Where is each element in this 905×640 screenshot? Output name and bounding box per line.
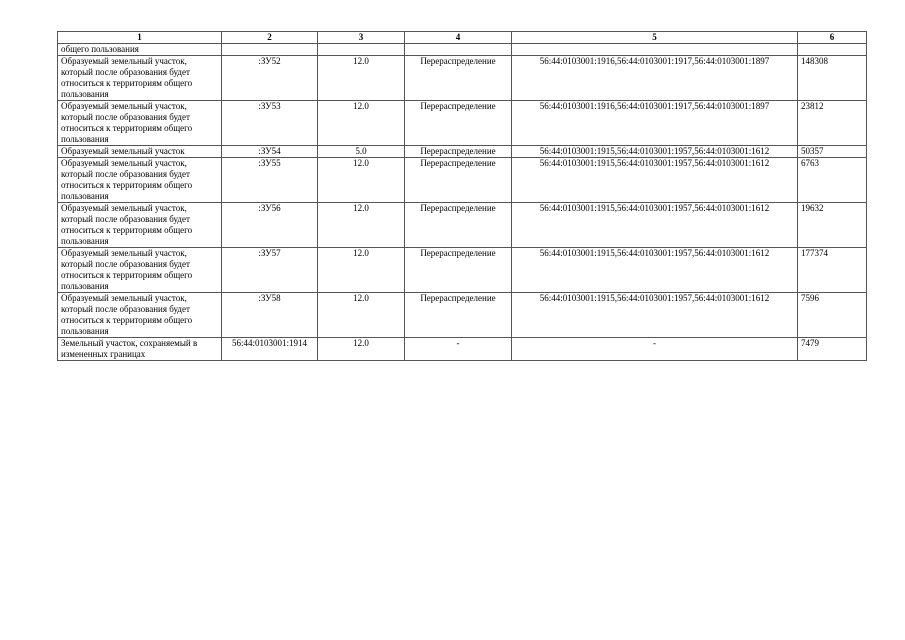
plot-code: 12.0 bbox=[318, 293, 405, 338]
plot-area: 50357 bbox=[798, 146, 867, 158]
column-header: 6 bbox=[798, 32, 867, 44]
plot-code: 5.0 bbox=[318, 146, 405, 158]
formation-method: - bbox=[405, 338, 512, 361]
table-row bbox=[58, 146, 867, 158]
formation-method: Перераспределение bbox=[405, 203, 512, 248]
plot-designation: :ЗУ52 bbox=[222, 56, 318, 101]
formation-method: Перераспределение bbox=[405, 293, 512, 338]
plot-code: 12.0 bbox=[318, 158, 405, 203]
plot-code: 12.0 bbox=[318, 338, 405, 361]
continuation-row bbox=[58, 44, 867, 56]
plot-description: Образуемый земельный участок, который после образования будет относиться к территориям общего пользования bbox=[58, 158, 222, 203]
plot-description: Образуемый земельный участок, который после образования будет относиться к территориям общего пользования bbox=[58, 56, 222, 101]
plot-code: 12.0 bbox=[318, 203, 405, 248]
source-cadastral-numbers: - bbox=[512, 338, 798, 361]
plot-description: Образуемый земельный участок bbox=[58, 146, 222, 158]
table-row bbox=[58, 158, 867, 203]
plot-description: Образуемый земельный участок, который после образования будет относиться к территориям общего пользования bbox=[58, 203, 222, 248]
plot-description: Образуемый земельный участок, который после образования будет относиться к территориям общего пользования bbox=[58, 248, 222, 293]
plot-description: Образуемый земельный участок, который после образования будет относиться к территориям общего пользования bbox=[58, 101, 222, 146]
plot-description: Образуемый земельный участок, который после образования будет относиться к территориям общего пользования bbox=[58, 293, 222, 338]
table-row bbox=[58, 293, 867, 338]
continuation-text: общего пользования bbox=[58, 44, 222, 56]
formation-method: Перераспределение bbox=[405, 158, 512, 203]
plot-code: 12.0 bbox=[318, 56, 405, 101]
plot-area: 7479 bbox=[798, 338, 867, 361]
plot-designation: :ЗУ58 bbox=[222, 293, 318, 338]
plot-code: 12.0 bbox=[318, 248, 405, 293]
source-cadastral-numbers: 56:44:0103001:1915,56:44:0103001:1957,56:44:0103001:1612 bbox=[512, 146, 798, 158]
empty-cell bbox=[405, 44, 512, 56]
formation-method: Перераспределение bbox=[405, 248, 512, 293]
source-cadastral-numbers: 56:44:0103001:1915,56:44:0103001:1957,56:44:0103001:1612 bbox=[512, 203, 798, 248]
table-header-row bbox=[58, 32, 867, 44]
empty-cell bbox=[222, 44, 318, 56]
column-header: 1 bbox=[58, 32, 222, 44]
column-header: 4 bbox=[405, 32, 512, 44]
empty-cell bbox=[318, 44, 405, 56]
source-cadastral-numbers: 56:44:0103001:1916,56:44:0103001:1917,56:44:0103001:1897 bbox=[512, 101, 798, 146]
table-row bbox=[58, 203, 867, 248]
column-header: 5 bbox=[512, 32, 798, 44]
table-row bbox=[58, 56, 867, 101]
table-row bbox=[58, 101, 867, 146]
land-plots-table bbox=[57, 31, 867, 361]
plot-code: 12.0 bbox=[318, 101, 405, 146]
plot-area: 23812 bbox=[798, 101, 867, 146]
source-cadastral-numbers: 56:44:0103001:1916,56:44:0103001:1917,56:44:0103001:1897 bbox=[512, 56, 798, 101]
plot-area: 177374 bbox=[798, 248, 867, 293]
formation-method: Перераспределение bbox=[405, 101, 512, 146]
plot-designation: 56:44:0103001:1914 bbox=[222, 338, 318, 361]
table-row bbox=[58, 248, 867, 293]
plot-designation: :ЗУ55 bbox=[222, 158, 318, 203]
plot-description: Земельный участок, сохраняемый в измененных границах bbox=[58, 338, 222, 361]
plot-designation: :ЗУ54 bbox=[222, 146, 318, 158]
plot-area: 148308 bbox=[798, 56, 867, 101]
plot-designation: :ЗУ57 bbox=[222, 248, 318, 293]
empty-cell bbox=[798, 44, 867, 56]
plot-designation: :ЗУ56 bbox=[222, 203, 318, 248]
plot-designation: :ЗУ53 bbox=[222, 101, 318, 146]
column-header: 2 bbox=[222, 32, 318, 44]
plot-area: 19632 bbox=[798, 203, 867, 248]
source-cadastral-numbers: 56:44:0103001:1915,56:44:0103001:1957,56:44:0103001:1612 bbox=[512, 293, 798, 338]
plot-area: 6763 bbox=[798, 158, 867, 203]
formation-method: Перераспределение bbox=[405, 146, 512, 158]
source-cadastral-numbers: 56:44:0103001:1915,56:44:0103001:1957,56:44:0103001:1612 bbox=[512, 248, 798, 293]
column-header: 3 bbox=[318, 32, 405, 44]
table-row bbox=[58, 338, 867, 361]
empty-cell bbox=[512, 44, 798, 56]
source-cadastral-numbers: 56:44:0103001:1915,56:44:0103001:1957,56:44:0103001:1612 bbox=[512, 158, 798, 203]
plot-area: 7596 bbox=[798, 293, 867, 338]
formation-method: Перераспределение bbox=[405, 56, 512, 101]
